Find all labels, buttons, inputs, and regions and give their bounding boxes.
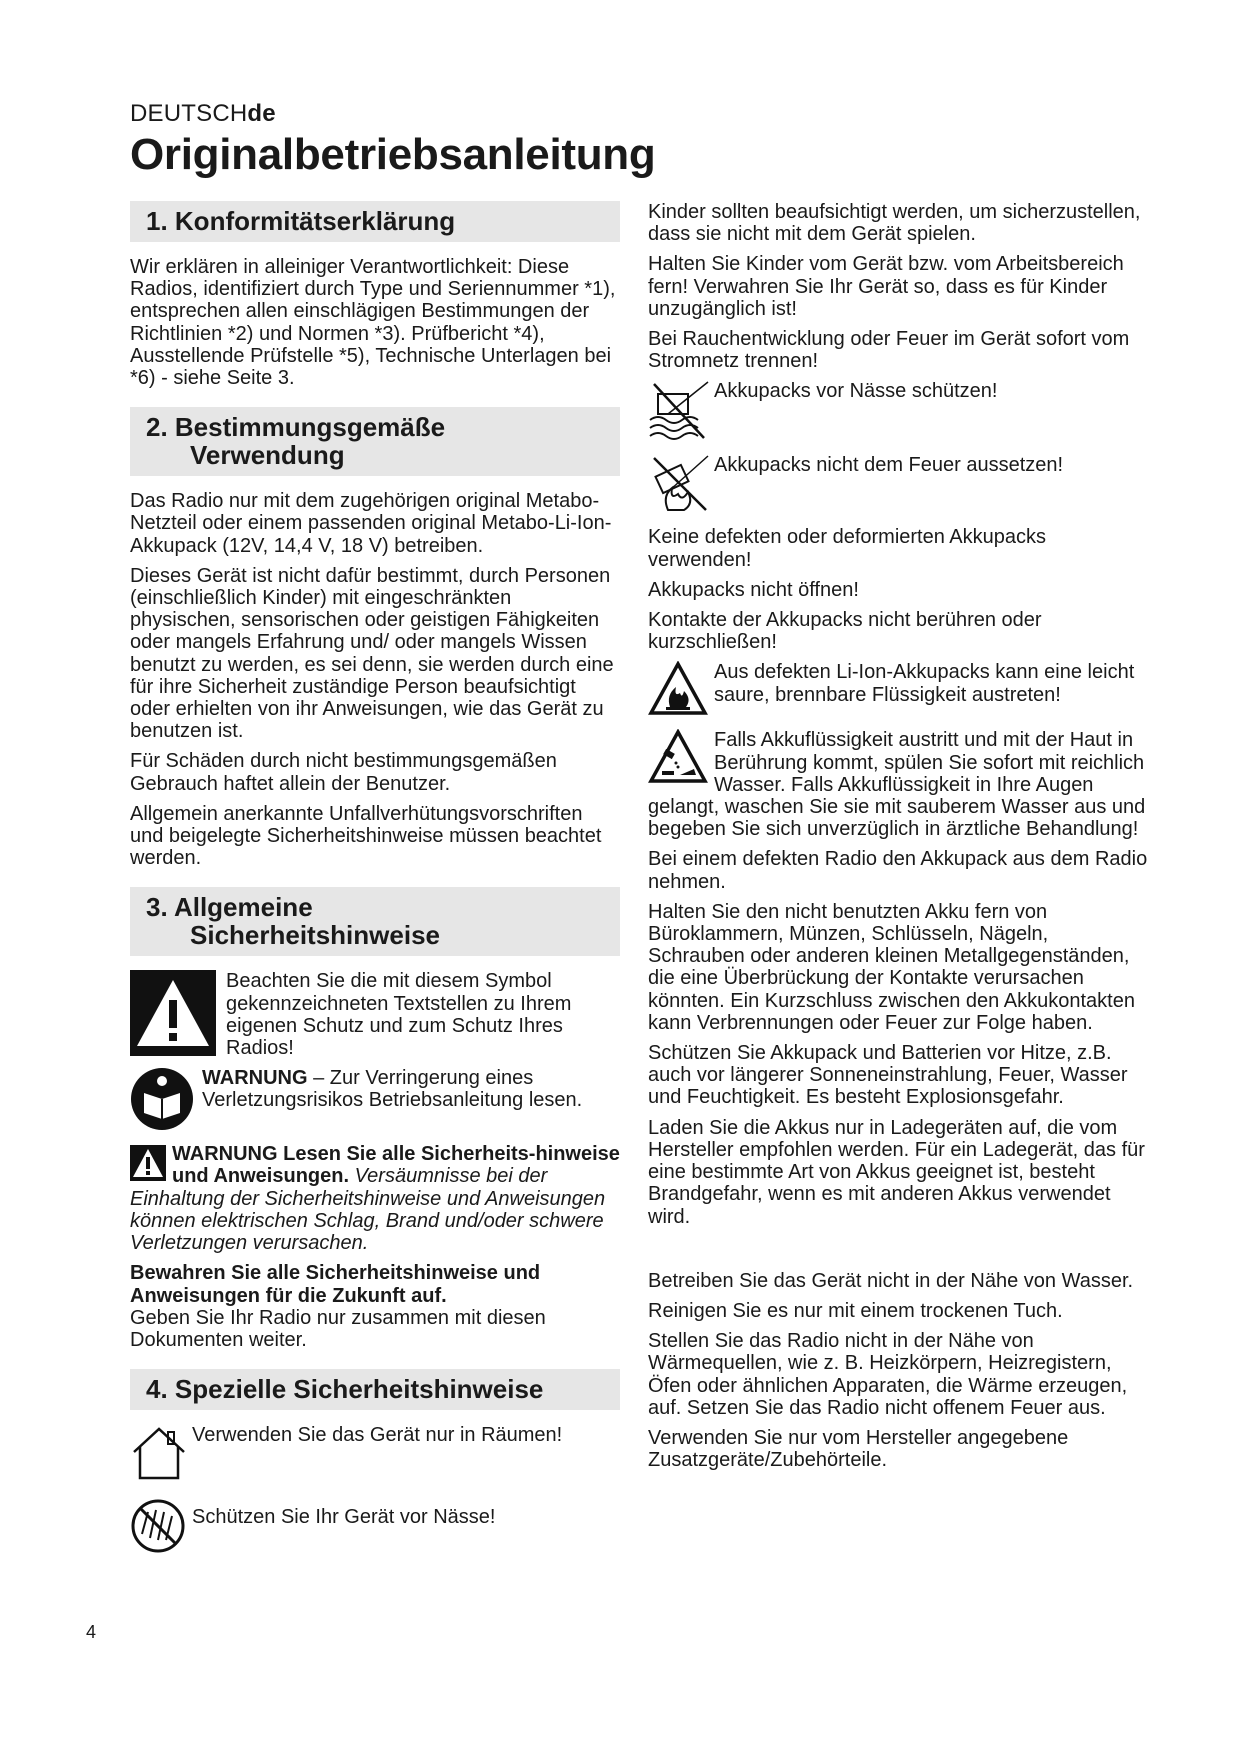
accessories-text: Verwenden Sie nur vom Hersteller angegebene Zusatzgeräte/Zubehörteile. xyxy=(648,1426,1069,1472)
battery-fire-row xyxy=(648,454,1148,514)
battery-no-water-icon xyxy=(648,380,712,442)
warning-triangle-icon xyxy=(130,970,216,1056)
conformity-text: Wir erklären in alleiniger Verantwortlichkeit: Diese Radios, identifiziert durch Type und Seriennummer *1), entsprechen allen einschlägigen Bestimmungen der Richtlinien *2) und Normen *3). Prüfbericht *4), Ausstellende Prüfstelle *5), Technische Unterlagen bei *6) - siehe Seite 3. xyxy=(130,256,616,390)
read-manual-row xyxy=(130,1067,620,1133)
section-2-title-line2: Verwendung xyxy=(190,440,345,471)
manual-warning-label: WARNUNG xyxy=(202,1067,308,1090)
small-warning-icon xyxy=(130,1145,166,1181)
persons-restriction-text: Dieses Gerät ist nicht dafür bestimmt, durch Personen (einschließlich Kinder) mit eingeschränkten physischen, sensorischen oder geistigen Fähigkeiten oder mangels Erfahrung und/ oder mangels Wissen benutzt zu werden, es sei denn, sie werden durch eine für ihre Sicherheit zuständige Person beaufsichtigt oder erhielten von ihr Anweisungen, wie das Gerät zu benutzen ist. xyxy=(130,564,614,743)
section-4-heading: 4. Spezielle Sicherheitshinweise xyxy=(130,1369,620,1410)
warning-symbol-row xyxy=(130,970,620,1059)
read-manual-icon xyxy=(130,1067,194,1131)
flammable-row xyxy=(648,661,1148,721)
section-3-heading xyxy=(130,887,620,956)
children-supervision-text: Kinder sollten beaufsichtigt werden, um sicherzustellen, dass sie nicht mit dem Gerät spielen. xyxy=(648,201,1141,246)
corrosive-text: Falls Akkuflüssigkeit austritt und mit der Haut in Berührung kommt, spülen Sie sofort mit reichlich Wasser. Falls Akkuflüssigkeit in Ihre Augen gelangt, waschen Sie sie mit sauberem Wasser aus und begeben Sie sich unverzüglich in ärztliche Behandlung! xyxy=(648,729,1146,841)
flammable-text: Aus defekten Li-Ion-Akkupacks kann eine leicht saure, brennbare Flüssigkeit austreten! xyxy=(714,661,1135,706)
read-warnings-heading: WARNUNG Lesen Sie alle Sicherheits-hinweise und Anweisungen. xyxy=(172,1143,620,1188)
no-rain-icon xyxy=(130,1498,186,1554)
charger-text: Laden Sie die Akkus nur in Ladegeräten auf, die vom Hersteller empfohlen werden. Für ein Ladegerät, das für eine bestimmte Art von Akkus geeignet ist, besteht Brandgefahr, wenn es mit anderen Akkus verwendet wird. xyxy=(648,1116,1145,1228)
manual-warning-text: – Zur Verringerung eines Verletzungsrisikos Betriebsanleitung lesen. xyxy=(202,1067,583,1112)
read-warnings-text: Versäumnisse bei der Einhaltung der Sicherheitshinweise und Anweisungen können elektrischen Schlag, Brand und/oder schwere Verletzungen verursachen. xyxy=(130,1165,606,1255)
water-proximity-text: Betreiben Sie das Gerät nicht in der Nähe von Wasser. xyxy=(648,1269,1134,1292)
section-3-title-line1: 3. Allgemeine xyxy=(146,892,313,923)
protect-wet-text: Schützen Sie Ihr Gerät vor Nässe! xyxy=(192,1506,496,1529)
battery-fire-text: Akkupacks nicht dem Feuer aussetzen! xyxy=(714,454,1064,477)
corrosive-row xyxy=(648,729,1148,840)
defective-packs-text: Keine defekten oder deformierten Akkupacks verwenden! xyxy=(648,526,1047,571)
warning-symbol-text: Beachten Sie die mit diesem Symbol gekennzeichneten Textstellen zu Ihrem eigenen Schutz und zum Schutz Ihres Radios! xyxy=(226,970,572,1060)
language-code: de xyxy=(247,100,276,127)
liability-text: Für Schäden durch nicht bestimmungsgemäßen Gebrauch haftet allein der Benutzer. xyxy=(130,750,557,795)
section-3-title-line2: Sicherheitshinweise xyxy=(190,920,440,951)
cleaning-text: Reinigen Sie es nur mit einem trockenen Tuch. xyxy=(648,1299,1063,1322)
contacts-text: Kontakte der Akkupacks nicht berühren oder kurzschließen! xyxy=(648,609,1042,654)
accident-prevention-text: Allgemein anerkannte Unfallverhütungsvorschriften und beigelegte Sicherheitshinweise müssen beachtet werden. xyxy=(130,802,602,870)
house-icon xyxy=(130,1424,188,1482)
language-name: DEUTSCH xyxy=(130,100,248,127)
intended-use-text: Das Radio nur mit dem zugehörigen original Metabo-Netzteil oder einem passenden original Metabo-Li-Ion-Akkupack (12V, 14,4 V, 18 V) betreiben. xyxy=(130,490,612,557)
page-number: 4 xyxy=(86,1622,97,1642)
short-circuit-text: Halten Sie den nicht benutzten Akku fern von Büroklammern, Münzen, Schlüsseln, Nägeln, Schrauben oder anderen kleinen Metallgegenständen, die eine Überbrückung der Kontakte verursachen könnten. Ein Kurzschluss zwischen den Akkukontakten kann Verbrennungen oder Feuer zur Folge haben. xyxy=(648,900,1135,1034)
protect-wet-row xyxy=(130,1498,620,1556)
keep-instructions-text: Geben Sie Ihr Radio nur zusammen mit diesen Dokumenten weiter. xyxy=(130,1306,546,1351)
battery-wet-text: Akkupacks vor Nässe schützen! xyxy=(714,380,998,403)
indoor-use-row xyxy=(130,1424,620,1486)
section-1-heading: 1. Konformitätserklärung xyxy=(130,201,620,242)
defective-radio-text: Bei einem defekten Radio den Akkupack aus dem Radio nehmen. xyxy=(648,848,1148,893)
language-label xyxy=(130,100,276,128)
smoke-fire-text: Bei Rauchentwicklung oder Feuer im Gerät sofort vom Stromnetz trennen! xyxy=(648,328,1130,373)
do-not-open-text: Akkupacks nicht öffnen! xyxy=(648,578,859,601)
battery-wet-row xyxy=(648,380,1148,444)
section-2-title-line1: 2. Bestimmungsgemäße xyxy=(146,412,446,443)
flammable-warning-icon xyxy=(648,661,708,717)
heat-sources-text: Stellen Sie das Radio nicht in der Nähe von Wärmequellen, wie z. B. Heizkörpern, Heizregistern, Öfen oder ähnlichen Apparaten, die Wärme erzeugen, auf. Setzen Sie das Radio nicht offenem Feuer aus. xyxy=(648,1330,1128,1419)
battery-no-fire-icon xyxy=(648,454,712,514)
page-title: Originalbetriebsanleitung xyxy=(130,130,656,179)
read-all-warnings xyxy=(130,1143,620,1254)
heat-protection-text: Schützen Sie Akkupack und Batterien vor Hitze, z.B. auch vor längerer Sonneneinstrahlung, Feuer, Wasser und Feuchtigkeit. Es besteht Explosionsgefahr. xyxy=(648,1042,1128,1109)
section-2-heading xyxy=(130,407,620,476)
right-column xyxy=(648,201,1148,1479)
indoor-use-text: Verwenden Sie das Gerät nur in Räumen! xyxy=(192,1424,563,1447)
corrosive-warning-icon xyxy=(648,729,708,785)
children-keep-away-text: Halten Sie Kinder vom Gerät bzw. vom Arbeitsbereich fern! Verwahren Sie Ihr Gerät so, dass es für Kinder unzugänglich ist! xyxy=(648,253,1124,320)
keep-instructions-heading: Bewahren Sie alle Sicherheitshinweise und Anweisungen für die Zukunft auf. xyxy=(130,1262,541,1307)
left-column xyxy=(130,201,620,1556)
